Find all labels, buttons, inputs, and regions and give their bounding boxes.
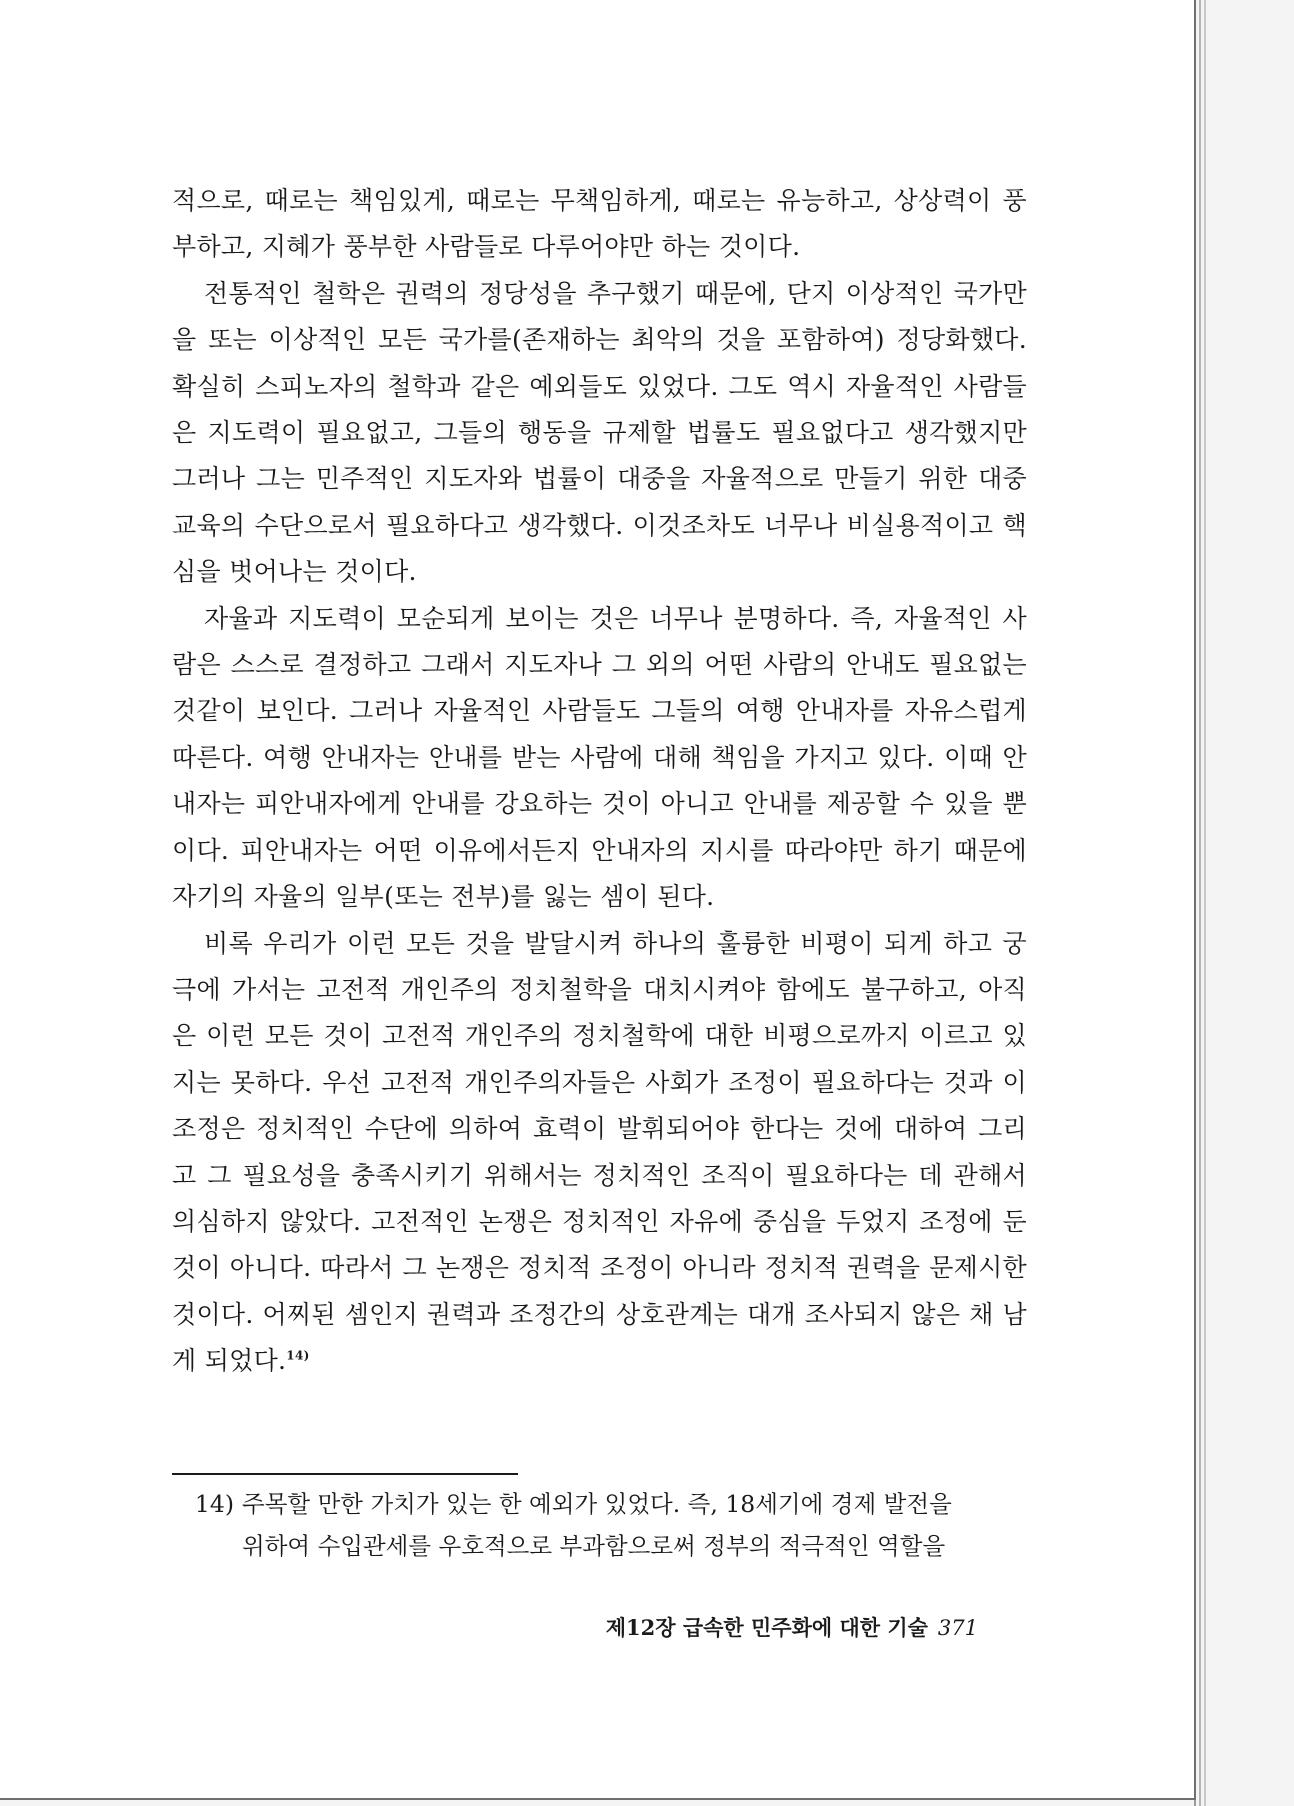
paragraph-2: 전통적인 철학은 권력의 정당성을 추구했기 때문에, 단지 이상적인 국가만을 또는 이상적인 모든 국가를(존재하는 최악의 것을 포함하여) 정당화했다. 확실히 스피노자의 철학과 같은 예외들도 있었다. 그도 역시 자율적인 사람들은 지도력이 필요없고, 그들의 행동을 규제할 법률도 필요없다고 생각했지만 그러나 그는 민주적인 지도자와 법률이 대중을 자율적으로 만들기 위한 대중교육의 수단으로서 필요하다고 생각했다. 이것조차도 너무나 비실용적이고 핵심을 벗어나는 것이다.: [172, 278, 1027, 587]
footnote-number: 14): [194, 1490, 234, 1518]
running-footer: [606, 1612, 978, 1642]
paragraph-1: 적으로, 때로는 책임있게, 때로는 무책임하게, 때로는 유능하고, 상상력이 풍부하고, 지혜가 풍부한 사람들로 다루어야만 하는 것이다.: [172, 186, 1027, 262]
footnote-line-2: [172, 1525, 1027, 1567]
paragraph-4: [172, 921, 1027, 1385]
paragraph-4-text: 비록 우리가 이런 모든 것을 발달시켜 하나의 훌륭한 비평이 되게 하고 궁극에 가서는 고전적 개인주의 정치철학을 대치시켜야 함에도 불구하고, 아직은 이런 모든 것이 고전적 개인주의 정치철학에 대한 비평으로까지 이르고 있지는 못하다. 우선 고전적 개인주의자들은 사회가 조정이 필요하다는 것과 이 조정은 정치적인 수단에 의하여 효력이 발휘되어야 한다는 것에 대하여 그리고 그 필요성을 충족시키기 위해서는 정치적인 조직이 필요하다는 데 관해서 의심하지 않았다. 고전적인 논쟁은 정치적인 자유에 중심을 두었지 조정에 둔 것이 아니다. 따라서 그 논쟁은 정치적 조정이 아니라 정치적 권력을 문제시한 것이다. 어찌된 셈인지 권력과 조정간의 상호관계는 대개 조사되지 않은 채 남게 되었다.: [172, 928, 1027, 1376]
footnote-14: [172, 1483, 1027, 1567]
chapter-title: 제12장 급속한 민주화에 대한 기술: [605, 1615, 928, 1640]
footnote-reference[interactable]: 14): [286, 1348, 310, 1363]
footnote-text-line-2: 위하여 수입관세를 우호적으로 부과함으로써 정부의 적극적인 역할을: [242, 1532, 946, 1560]
page-number: 371: [937, 1616, 978, 1640]
footnote-line-1: [172, 1483, 1027, 1525]
body-text: [172, 178, 1027, 1385]
footnote-text-line-1: 주목할 만한 가치가 있는 한 예외가 있었다. 즉, 18세기에 경제 발전을: [242, 1490, 952, 1518]
paragraph-3: 자율과 지도력이 모순되게 보이는 것은 너무나 분명하다. 즉, 자율적인 사람은 스스로 결정하고 그래서 지도자나 그 외의 어떤 사람의 안내도 필요없는 것같이 보인다. 그러나 자율적인 사람들도 그들의 여행 안내자를 자유스럽게 따른다. 여행 안내자는 안내를 받는 사람에 대해 책임을 가지고 있다. 이때 안내자는 피안내자에게 안내를 강요하는 것이 아니고 안내를 제공할 수 있을 뿐이다. 피안내자는 어떤 이유에서든지 안내자의 지시를 따라야만 하기 때문에 자기의 자율의 일부(또는 전부)를 잃는 셈이 된다.: [172, 603, 1027, 912]
footnote-divider: [172, 1473, 518, 1475]
